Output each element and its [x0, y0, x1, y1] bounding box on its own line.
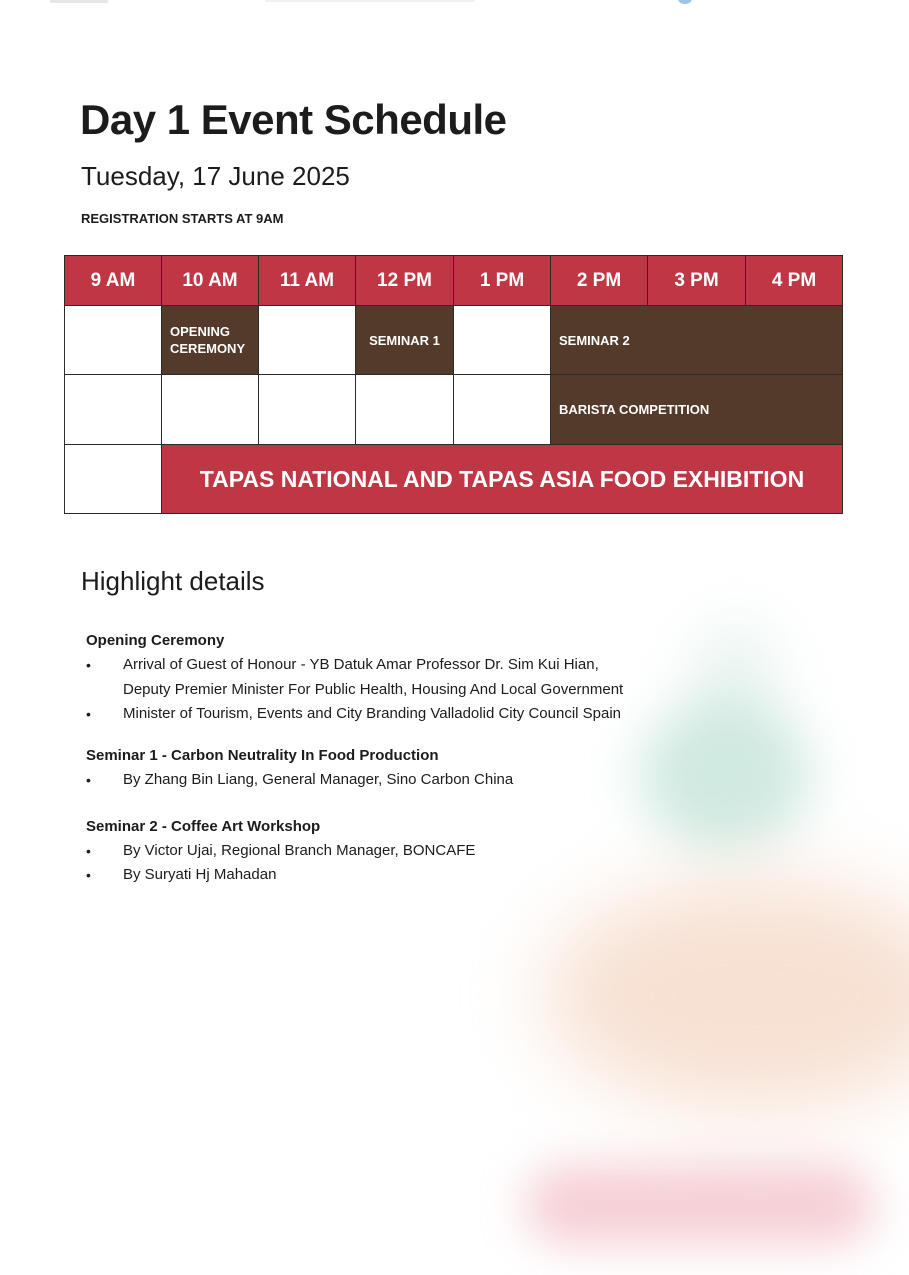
event-food-exhibition: TAPAS NATIONAL AND TAPAS ASIA FOOD EXHIBITION	[161, 444, 843, 514]
event-opening-ceremony: OPENING CEREMONY	[161, 305, 259, 375]
top-edge-dot	[678, 0, 692, 4]
opening-item-2: Minister of Tourism, Events and City Branding Valladolid City Council Spain	[123, 705, 622, 722]
schedule-empty-cell	[64, 305, 162, 375]
event-seminar-2: SEMINAR 2	[550, 305, 843, 375]
bullet: •	[86, 843, 91, 859]
schedule-empty-cell	[453, 374, 551, 445]
time-header-1pm: 1 PM	[453, 255, 551, 306]
schedule-empty-cell	[64, 374, 162, 445]
decorative-blur-pink	[525, 1165, 875, 1245]
bullet: •	[86, 706, 91, 722]
schedule-empty-cell	[355, 374, 454, 445]
opening-ceremony-heading: Opening Ceremony	[86, 632, 225, 649]
seminar-1-item-1: By Zhang Bin Liang, General Manager, Sino Carbon China	[123, 771, 514, 788]
time-header-4pm: 4 PM	[745, 255, 843, 306]
event-barista-competition: BARISTA COMPETITION	[550, 374, 843, 445]
opening-item-1-line-2: Deputy Premier Minister For Public Health, Housing And Local Government	[123, 681, 624, 698]
decorative-blur-green-small	[690, 620, 780, 730]
page-title: Day 1 Event Schedule	[80, 96, 507, 143]
schedule-empty-cell	[258, 305, 356, 375]
time-header-11am: 11 AM	[258, 255, 356, 306]
time-header-10am: 10 AM	[161, 255, 259, 306]
seminar-2-item-1: By Victor Ujai, Regional Branch Manager, BONCAFE	[123, 842, 476, 859]
top-edge-mark	[50, 0, 108, 3]
time-header-3pm: 3 PM	[647, 255, 746, 306]
time-header-9am: 9 AM	[64, 255, 162, 306]
decorative-blur-green	[640, 700, 810, 850]
schedule-empty-cell	[258, 374, 356, 445]
schedule-empty-cell	[161, 374, 259, 445]
bullet: •	[86, 772, 91, 788]
schedule-empty-cell	[64, 444, 162, 514]
event-date: Tuesday, 17 June 2025	[81, 161, 350, 191]
registration-note: REGISTRATION STARTS AT 9AM	[81, 211, 284, 226]
decorative-blur-peach	[545, 880, 909, 1110]
schedule-empty-cell	[453, 305, 551, 375]
event-seminar-1: SEMINAR 1	[355, 305, 454, 375]
highlights-title: Highlight details	[81, 566, 265, 596]
opening-item-1-line-1: Arrival of Guest of Honour - YB Datuk Amar Professor Dr. Sim Kui Hian,	[123, 656, 599, 673]
seminar-1-heading: Seminar 1 - Carbon Neutrality In Food Production	[86, 747, 439, 764]
bullet: •	[86, 657, 91, 673]
time-header-12pm: 12 PM	[355, 255, 454, 306]
seminar-2-item-2: By Suryati Hj Mahadan	[123, 866, 277, 883]
top-edge-faint-mark	[265, 0, 475, 2]
time-header-2pm: 2 PM	[550, 255, 648, 306]
seminar-2-heading: Seminar 2 - Coffee Art Workshop	[86, 818, 321, 835]
schedule-grid	[64, 255, 843, 514]
bullet: •	[86, 867, 91, 883]
